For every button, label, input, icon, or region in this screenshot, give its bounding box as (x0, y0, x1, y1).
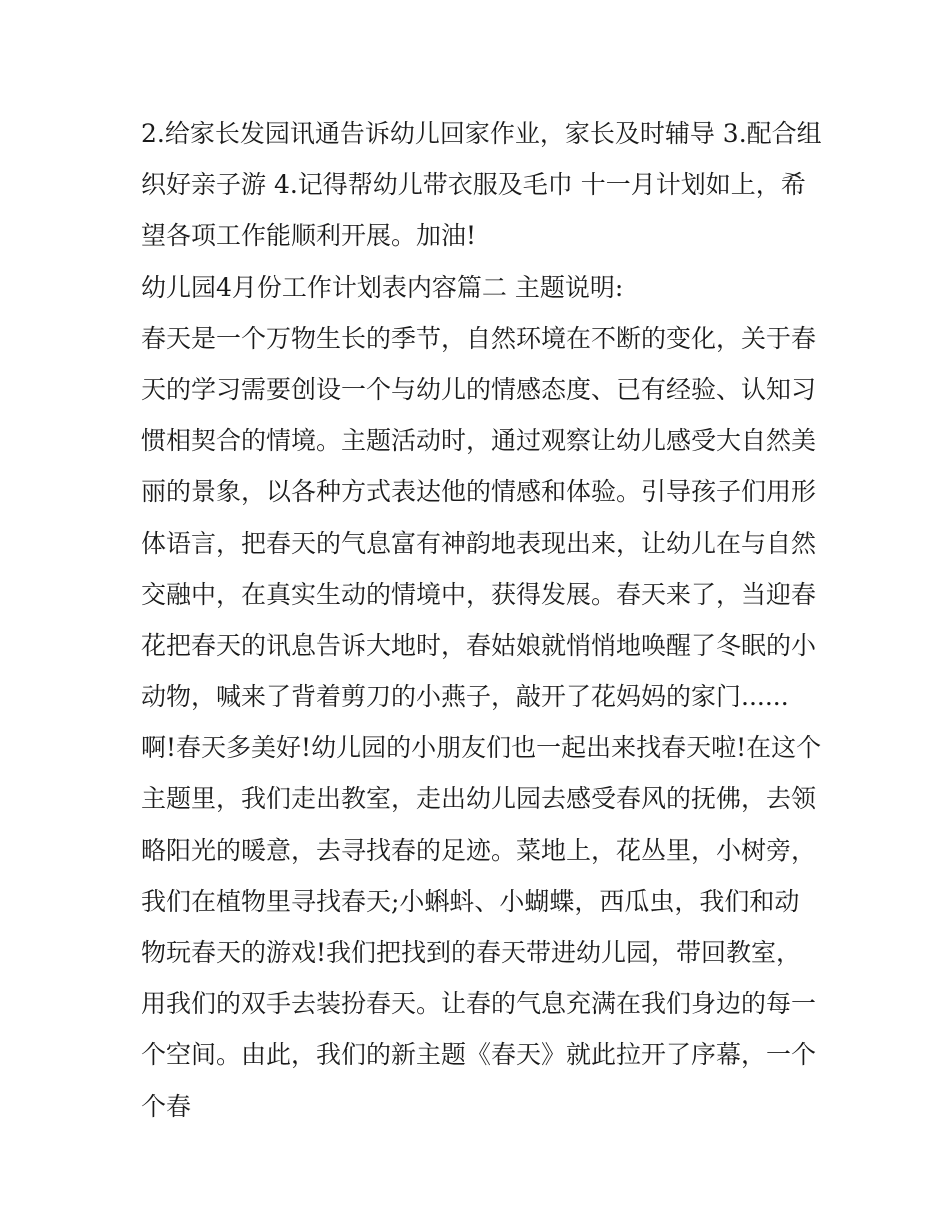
text-line: 丽的景象，以各种方式表达他的情感和体验。引导孩子们用形 (141, 477, 817, 507)
text-line: 略阳光的暖意，去寻找春的足迹。菜地上，花丛里，小树旁， (141, 835, 817, 865)
text-line: 交融中，在真实生动的情境中，获得发展。春天来了，当迎春 (141, 579, 817, 609)
text-line: 用我们的双手去装扮春天。让春的气息充满在我们身边的每一 (141, 989, 817, 1019)
text-line: 惯相契合的情境。主题活动时，通过观察让幼儿感受大自然美 (141, 426, 817, 456)
text-line: 啊!春天多美好!幼儿园的小朋友们也一起出来找春天啦!在这个 (141, 733, 822, 763)
text-line: 织好亲子游 4.记得帮幼儿带衣服及毛巾 十一月计划如上，希 (141, 170, 806, 200)
text-line: 体语言，把春天的气息富有神韵地表现出来，让幼儿在与自然 (141, 528, 817, 558)
text-line: 主题里，我们走出教室，走出幼儿园去感受春风的抚佛，去领 (141, 784, 817, 814)
text-line: 望各项工作能顺利开展。加油! (141, 221, 477, 251)
text-line: 天的学习需要创设一个与幼儿的情感态度、已有经验、认知习 (141, 374, 817, 404)
document-body (141, 108, 821, 1132)
section-heading: 幼儿园4月份工作计划表内容篇二 主题说明: (141, 272, 624, 302)
text-line: 2.给家长发园讯通告诉幼儿回家作业，家长及时辅导 3.配合组 (141, 119, 822, 148)
text-line: 花把春天的讯息告诉大地时，春姑娘就悄悄地唤醒了冬眠的小 (141, 630, 817, 660)
text-line: 动物，喊来了背着剪刀的小燕子，敲开了花妈妈的家门...... (141, 682, 789, 712)
text-line: 个春 (141, 1091, 192, 1121)
text-line: 我们在植物里寻找春天;小蝌蚪、小蝴蝶，西瓜虫，我们和动 (141, 886, 800, 916)
text-line: 个空间。由此，我们的新主题《春天》就此拉开了序幕，一个 (141, 1040, 817, 1070)
text-line: 物玩春天的游戏!我们把找到的春天带进幼儿园，带回教室， (141, 938, 802, 967)
text-line: 春天是一个万物生长的季节，自然环境在不断的变化，关于春 (141, 323, 817, 353)
